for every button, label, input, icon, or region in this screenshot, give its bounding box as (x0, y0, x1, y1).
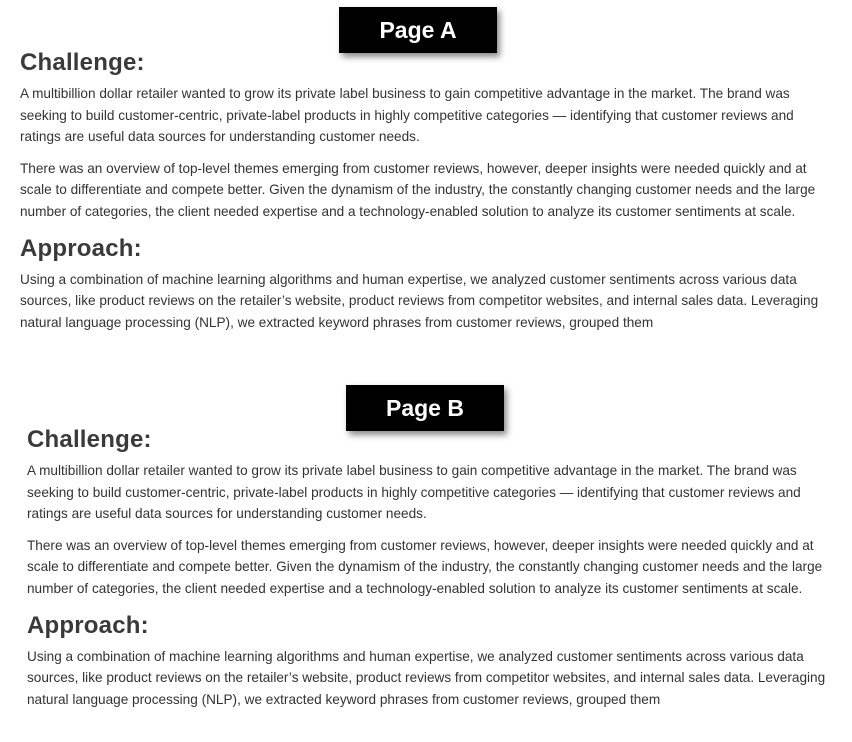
page-b-section (0, 380, 852, 742)
page-b-content (27, 424, 842, 710)
approach-paragraph-1: Using a combination of machine learning algorithms and human expertise, we analyzed customer sentiments across various data sources, like product reviews on the retailer’s website, product reviews from competitor websites, and internal sales data. Leveraging natural language processing (NLP), we extracted keyword phrases from customer reviews, grouped them (20, 271, 819, 330)
page-a-content (20, 47, 835, 333)
approach-heading: Approach: (20, 234, 142, 262)
challenge-paragraph-2: There was an overview of top-level themes emerging from customer reviews, however, deeper insights were needed quickly and at scale to differentiate and compete better. Given the dynamism of the industry, the constantly changing customer needs and the large number of categories, the client needed expertise and a technology-enabled solution to analyze its customer sentiments at scale. (20, 160, 816, 219)
challenge-paragraph-1: A multibillion dollar retailer wanted to grow its private label business to gain competitive advantage in the market. The brand was seeking to build customer-centric, private-label products in highly competitive categories — identifying that customer reviews and ratings are useful data sources for understanding customer needs. (20, 86, 794, 145)
page-b-label: Page B (346, 385, 504, 431)
approach-paragraph-1: Using a combination of machine learning algorithms and human expertise, we analyzed customer sentiments across various data sources, like product reviews on the retailer’s website, product reviews from competitor websites, and internal sales data. Leveraging natural language processing (NLP), we extracted keyword phrases from customer reviews, grouped them (27, 648, 826, 707)
page-a-label: Page A (339, 7, 497, 53)
challenge-heading: Challenge: (27, 426, 152, 453)
approach-heading: Approach: (27, 611, 149, 639)
challenge-paragraph-1: A multibillion dollar retailer wanted to grow its private label business to gain competitive advantage in the market. The brand was seeking to build customer-centric, private-label products in highly competitive categories — identifying that customer reviews and ratings are useful data sources for understanding customer needs. (27, 463, 801, 522)
challenge-paragraph-2: There was an overview of top-level themes emerging from customer reviews, however, deeper insights were needed quickly and at scale to differentiate and compete better. Given the dynamism of the industry, the constantly changing customer needs and the large number of categories, the client needed expertise and a technology-enabled solution to analyze its customer sentiments at scale. (27, 537, 823, 596)
challenge-heading: Challenge: (20, 49, 145, 76)
